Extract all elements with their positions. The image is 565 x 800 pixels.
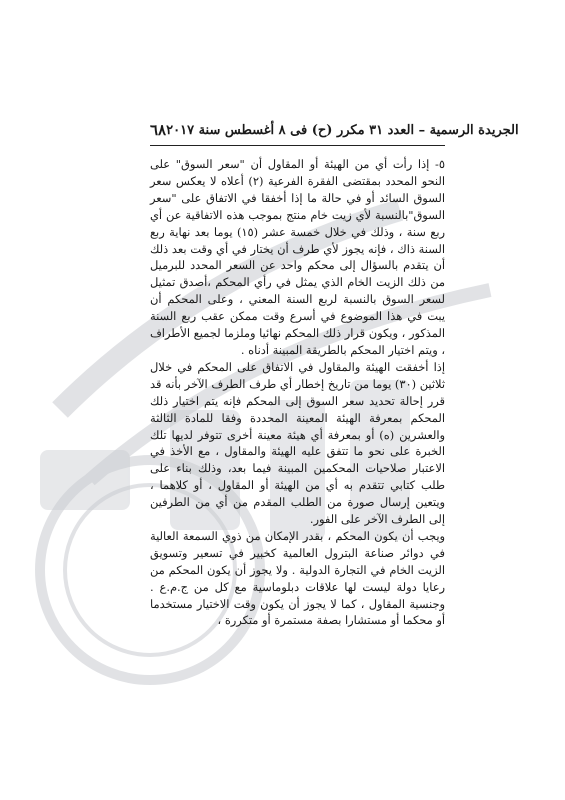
page-number: ٦٨ xyxy=(150,121,167,139)
gazette-header-title: الجريدة الرسمية – العدد ٣١ مكرر (ح) فى ٨ أغسطس سنة ٢٠١٧ xyxy=(166,122,519,138)
document-body xyxy=(150,156,445,629)
paragraph-marker: ٥- xyxy=(435,157,445,171)
paragraph xyxy=(150,359,445,528)
page-header xyxy=(150,118,519,142)
header-divider xyxy=(150,145,445,146)
paragraph-text: ويجب أن يكون المحكم ، بقدر الإمكان من ذوي السمعة العالية في دوائر صناعة البترول العالمية كخبير في تسعير وتسويق الزيت الخام في التجارة الدولية . ولا يجوز أن يكون المحكم من رعايا دولة ليست لها علاقات دبلوماسية مع كل من ج.م.ع . وجنسية المقاول ، كما لا يجوز أن يكون وقت الاختيار مستخدما أو محكما أو مستشارا بصفة مستمرة أو متكررة ، xyxy=(150,528,445,628)
paragraph-text: إذا رأت أي من الهيئة أو المقاول أن "سعر السوق" على النحو المحدد بمقتضى الفقرة الفرعية (٢) أعلاه لا يعكس سعر السوق السائد أو في حالة ما إذا أخفقا في الاتفاق على "سعر السوق"بالنسبة لأي زيت خام منتج بموجب هذه الاتفاقية عن أي ربع سنة ، وذلك في خلال خمسة عشر (١٥) يوما بعد نهاية ربع السنة ذاك ، فإنه يجوز لأي طرف أن يختار في أي وقت بعد ذلك أن يتقدم بالسؤال إلى محكم واحد عن السعر المحدد للبرميل من ذلك الزيت الخام الذي يمثل في رأي المحكم ،أصدق تمثيل لسعر السوق بالنسبة لربع السنة المعني ، وعلى المحكم أن يبت في هذا الموضوع في أسرع وقت ممكن عقب ربع السنة المذكور ، ويكون قرار ذلك المحكم نهائيا وملزما لجميع الأطراف ، ويتم اختيار المحكم بالطريقة المبينة أدناه . xyxy=(150,157,445,357)
paragraph xyxy=(150,528,445,629)
paragraph-text: إذا أخفقت الهيئة والمقاول في الاتفاق على المحكم في خلال ثلاثين (٣٠) يوما من تاريخ إخطار أي طرف الطرف الآخر بأنه قد قرر إحالة تحديد سعر السوق إلى المحكم فإنه يتم اختيار ذلك المحكم بمعرفة الهيئة المعينة المحددة وفقا للمادة الثالثة والعشرين (ه) أو بمعرفة أي هيئة معينة أخرى تتوفر لديها تلك الخبرة على نحو ما تتفق عليه الهيئة والمقاول ، مع الأخذ في الاعتبار صلاحيات المحكمين المبينة فيما بعد، وذلك بناء على طلب كتابي تتقدم به أي من الهيئة أو المقاول ، أو كلاهما ، ويتعين إرسال صورة من الطلب المقدم من أي من الطرفين إلى الطرف الآخر على الفور. xyxy=(150,359,445,527)
paragraph xyxy=(150,156,445,359)
watermark-block-4 xyxy=(40,450,130,510)
